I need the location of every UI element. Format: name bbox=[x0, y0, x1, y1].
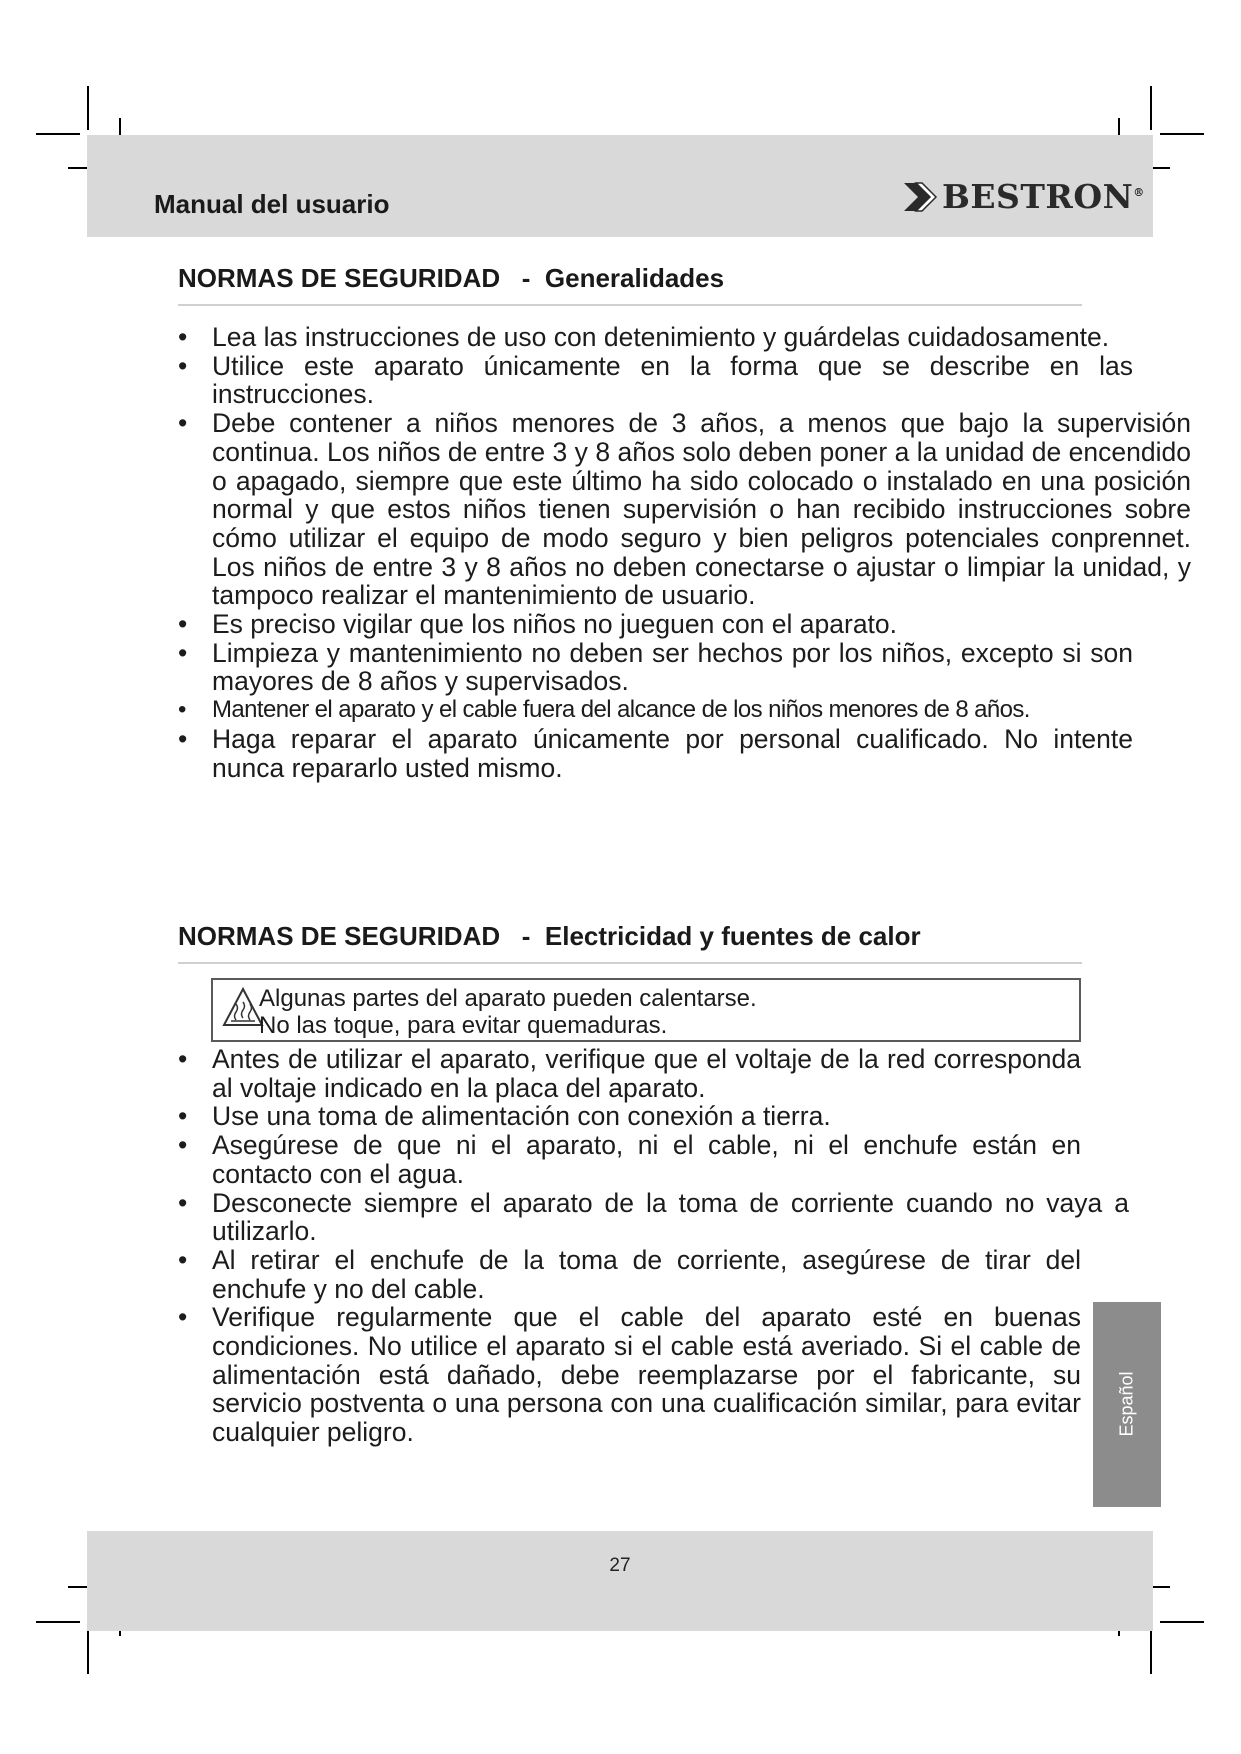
logo-wordmark bbox=[942, 177, 1145, 216]
list-item-text: Limpieza y mantenimiento no deben ser hechos por los niños, excepto si son mayores de 8 años y supervisados. bbox=[212, 637, 1133, 697]
list-item bbox=[178, 1102, 1081, 1131]
section-heading-electricity: NORMAS DE SEGURIDAD - Electricidad y fuentes de calor bbox=[178, 921, 1082, 964]
list-item-text: Es preciso vigilar que los niños no jueguen con el aparato. bbox=[212, 609, 898, 640]
crop-mark bbox=[1160, 1621, 1204, 1623]
list-item bbox=[178, 409, 1191, 610]
list-item-text: Haga reparar el aparato únicamente por personal cualificado. No intente nunca repararlo usted mismo. bbox=[212, 723, 1133, 783]
list-item bbox=[178, 696, 1133, 725]
list-item-text: Mantener el aparato y el cable fuera del alcance de los niños menores de 8 años. bbox=[212, 696, 1030, 724]
bullet-icon: • bbox=[178, 1130, 188, 1161]
crop-mark bbox=[36, 133, 80, 135]
list-item bbox=[178, 639, 1133, 696]
bullet-icon: • bbox=[178, 1244, 188, 1275]
list-item bbox=[178, 1045, 1081, 1102]
list-item-text: Antes de utilizar el aparato, verifique que el voltaje de la red corresponda al voltaje indicado en la placa del aparato. bbox=[212, 1044, 1081, 1103]
list-item-text: Al retirar el enchufe de la toma de corriente, asegúrese de tirar del enchufe y no del cable. bbox=[212, 1244, 1081, 1304]
list-item-text: Debe contener a niños menores de 3 años, a menos que bajo la supervisión continua. Los niños de entre 3 y 8 años solo deben poner a la unidad de encendido o apagado, siempre que este último ha sido colocado o instalado en una posición normal y que estos niños tienen supervisión o han recibido instrucciones sobre cómo utilizar el equipo de modo seguro y bien peligros potenciales conprennet. Los niños de entre 3 y 8 años no deben conectarse o ajustar o limpiar la unidad, y tampoco realizar el mantenimiento de usuario. bbox=[212, 408, 1191, 611]
list-item-text: Lea las instrucciones de uso con detenimiento y guárdelas cuidadosamente. bbox=[212, 322, 1110, 352]
hot-surface-warning bbox=[211, 978, 1081, 1042]
crop-mark bbox=[36, 1621, 80, 1623]
crop-mark bbox=[87, 86, 89, 130]
crop-mark bbox=[1160, 133, 1204, 135]
crop-mark bbox=[1150, 1630, 1152, 1674]
logo-text: BESTRON bbox=[942, 177, 1134, 216]
warning-line-1: Algunas partes del aparato pueden calentarse. bbox=[259, 985, 757, 1012]
logo-chevron-icon bbox=[902, 175, 942, 219]
list-item bbox=[178, 352, 1133, 409]
language-tab-label: Español bbox=[1116, 1371, 1137, 1437]
list-item bbox=[178, 1246, 1081, 1303]
list-item bbox=[178, 725, 1133, 782]
list-item-text: Use una toma de alimentación con conexión a tierra. bbox=[212, 1101, 831, 1132]
section-heading-general: NORMAS DE SEGURIDAD - Generalidades bbox=[178, 263, 1082, 306]
crop-mark bbox=[87, 1630, 89, 1674]
list-item-text: Utilice este aparato únicamente en la forma que se describe en las instrucciones. bbox=[212, 350, 1133, 410]
list-item bbox=[178, 610, 1133, 639]
bullet-icon: • bbox=[178, 609, 188, 640]
list-item bbox=[178, 1131, 1081, 1188]
language-tab bbox=[1093, 1302, 1161, 1507]
bullet-list-general bbox=[178, 322, 1191, 783]
page-number: 27 bbox=[609, 1555, 631, 1576]
list-item-text: Desconecte siempre el aparato de la toma de corriente cuando no vaya a utilizarlo. bbox=[212, 1187, 1129, 1247]
bullet-icon: • bbox=[178, 723, 188, 754]
bullet-icon: • bbox=[178, 1302, 188, 1333]
warning-line-2: No las toque, para evitar quemaduras. bbox=[259, 1012, 668, 1039]
bullet-icon: • bbox=[178, 1044, 188, 1074]
list-item-text: Verifique regularmente que el cable del aparato esté en buenas condiciones. No utilice el aparato si el cable está averiado. Si el cable de alimentación está dañado, debe reemplazarse por el fabricante, su servicio postventa o una persona con una cualificación similar, para evitar cualquier peligro. bbox=[212, 1302, 1081, 1448]
bullet-icon: • bbox=[178, 637, 188, 668]
bullet-icon: • bbox=[178, 1187, 188, 1218]
list-item bbox=[178, 1303, 1081, 1447]
warning-text bbox=[259, 985, 757, 1039]
list-item bbox=[178, 1189, 1129, 1246]
bullet-icon: • bbox=[178, 350, 188, 381]
bullet-icon: • bbox=[178, 322, 188, 352]
registered-mark: ® bbox=[1133, 186, 1145, 199]
page-footer bbox=[87, 1531, 1153, 1631]
bullet-icon: • bbox=[178, 1101, 188, 1132]
list-item-text: Asegúrese de que ni el aparato, ni el cable, ni el enchufe están en contacto con el agua. bbox=[212, 1130, 1081, 1189]
page-header bbox=[87, 135, 1153, 237]
bullet-icon: • bbox=[178, 408, 188, 439]
header-title: Manual del usuario bbox=[154, 189, 390, 219]
list-item bbox=[178, 323, 1133, 352]
crop-mark bbox=[1150, 86, 1152, 130]
brand-logo bbox=[902, 175, 1145, 219]
bullet-icon: • bbox=[178, 696, 186, 724]
